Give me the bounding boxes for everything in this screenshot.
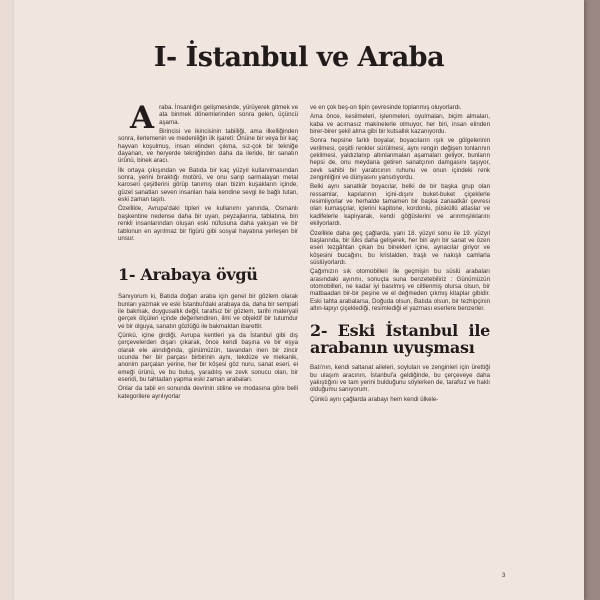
paragraph: İlk ortaya çıkışından ve Batıda bir kaç yüzyıl kullanılmasından sonra, yerini bıraktığı motörü, ve onu sarıp sarmalayan metal karoseri çeşitlerini görüp tanımış olan bizim kuşakların içinde, güzel sanatları seven insanları hala kendine sevgi ile bağlı tutan, eski zaman taşıtı.: [118, 166, 298, 204]
section-heading-1: 1- Arabaya övgü: [118, 265, 258, 285]
paragraph: Ama önce, kesilmeleri, işlenmeleri, oyulmaları, biçim almaları, kaba ve acımasız makinelerle olmuyor, her biri, insan elinden birer-birer şekil alma gibi bir kutsallık kazanıyordu.: [310, 113, 490, 136]
section-heading-2: 2- Eski İstanbul ile arabanın uyuşması: [310, 321, 490, 358]
paragraph: raba. İnsanlığın gelişmesinde, yürüyerek gitmek ve ata binmek dönemlerinden sonra gelen, üçüncü aşama.: [159, 104, 298, 126]
page-edge-shadow: [584, 0, 600, 600]
paragraph: Sonra hepsine farklı boyalar, boyacıların ışık ve gölgelerinin verilmesi, çeşitli renkler sürülmesi, aynı rengin değişen tonlarının çekilmesi, yaldızlanıp altınlanmaları aşamaları geliyor, bunların hepsi de, onu meydana getiren sanatçının damgasını taşıyor, zevk sahibi bir yaratıcının ruhunu ve onun içindeki renk zenginliğini ve dünyasını yansıtıyordu.: [310, 137, 490, 182]
book-page: [14, 0, 584, 600]
page-title: I- İstanbul ve Araba: [153, 42, 445, 73]
paragraph: Çağımızın sık otomobilleri ile geçmişin bu süslü arabaları arasındaki ayırımı, sonuçta suna benzetebiliriz : Günümüzün otomobilleri, ne kadar iyi basılmış ve ciltlenmiş olursa olsun, bir matbaadan bir-bir peşine ve el değmeden çıkmış kitaplar gibidir. Eski tahta arabalarsa, Doğuda olsun, Batıda olsun, bir tezhipçinin altın-lapıyı çiçeklediği, resimlediği el yazması eserlere benzerler.: [310, 268, 490, 312]
paragraph: Belki aynı sanatkâr boyacılar, belki de bir başka grup olan ressamlar, kapılarının içini-dışını buket-buket çiçeklerle resimliyorlar ve herhalde tamamen bir başka zanaatkâr çevresi olan kumaşçılar, içlerini kapitone, kordonlu, püsküllü atlaslar ve kadifelerle kaplıyarak, kendi göğüslerini ve arınmışlıklarını ekliyorlardı.: [310, 183, 490, 228]
paragraph: Sanıyorum ki, Batıda doğan araba için genel bir gözlem olarak bunları yazmak ve eski İstanbul'daki arabaya da, daha bir sempati ile bakmak, duygusallık değil, tarafsız bir gözlem, tarihi materyali gerçek ölçüleri içinde değerlendiren, ilmi ve objektif bir tutumdur ve bir olguya, sanatın gözlüğü ile bakmaktan ibarettir.: [118, 293, 298, 330]
left-column: [118, 100, 298, 402]
paragraph: Çünkü aynı çağlarda arabayı hem kendi ülkele-: [310, 395, 439, 403]
paragraph: ve en çok beş-on tipin çevresinde toplanmış oluyorlardı.: [310, 104, 462, 111]
paragraph: Batı'nın, kendi saltanat aileleri, soyluları ve zenginleri için ürettiği bu ulaşım aracının, İstanbul'a geldiğinde, bu çerçeveye daha yakıştığını ve tam yerini bulduğunu söylerken de, tarafsız ve haklı olduğumu sanıyorum.: [310, 364, 490, 394]
paragraph: Birincisi ve ikincisinin tabiiliği, ama ilkelliğinden sonra, ilerlemenin ve medeniliğin ilk işareti: Önüne bir veya bir kaç hayvan koşulmuş, insan elinden çıkma, sız-çok bir tekniğe dayanan, ve heryerde tekniğinden daha da ileride, bir sanatın ürünü, binek aracı.: [118, 128, 298, 165]
paragraph: Özellikle daha geç çağlarda, yani 18. yüzyıl sonu ile 19. yüzyıl başlarında, bir lüks daha gelişerek, her biri ayrı bir sanat ve özen eseri tezgâhtan çıkan bu binekleri içine, aynacılar giriyor ve köşesini bucağını, bu kristalden, traşlı ve nakışlı camlarla süslüyorlardı.: [310, 229, 490, 266]
page-number: 3: [502, 573, 506, 579]
right-column: [310, 104, 490, 405]
paragraph: Onlar da tabii en sonunda devrinin stiline ve modasına göre belli kategorilere ayrılıyorlar: [118, 385, 298, 400]
paragraph: Özellikle, Avrupa'daki tipleri ve kullanımı yanında, Osmanlı başkentine nedense daha bir uyan, peyzajlarına, tablatına, bin renkli insanlarından oluşan eski nüfusuna daha yakışan ve bir tablonun en ayrılmaz bir figürü gibi sosyal hayatına yerleşen bir unsur.: [118, 205, 298, 242]
paragraph: Çünkü, içine girdiği, Avrupa kentleri ya da İstanbul gibi dış çerçevelerden dışarı çıkarak, önce kendi başına ve bir eşya olarak ele alındığında, günümüzün, tavandan inen bir zincir ucunda her bir parçası birbirinin aynı, tekdüze ve mekanik, anonim parçaları yerine, her bir köşesi göz nuru, sanat eseri, ei emeği ürünü, ve bu buluş, yaradılış ve zevk sonucu olan, bir eseridi, bu tahtadan yapma eski zaman arabaları.: [118, 331, 298, 383]
drop-cap: A: [130, 100, 155, 136]
